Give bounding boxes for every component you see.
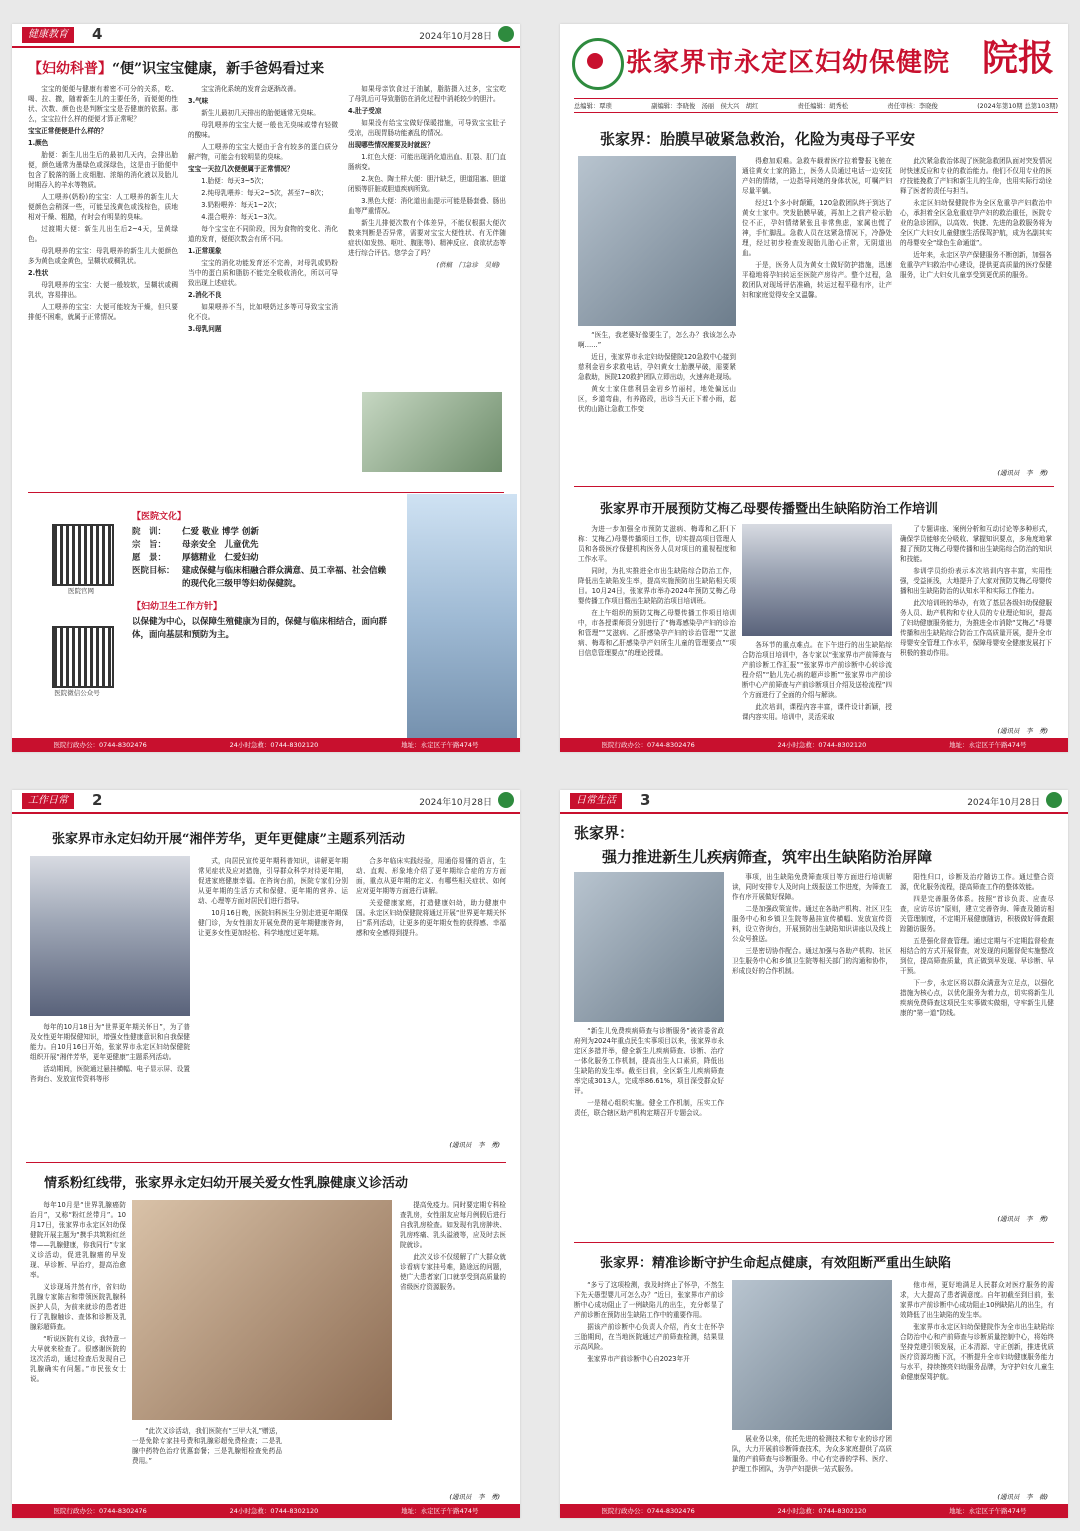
- article-column-3: 合多年临床实践经验，用通俗易懂的语言，生动、直观、形象地介绍了更年期综合症的方方面面，重点从更年期的定义、有哪些相关症状、如何应对更年期等方面进行讲解。 关爱健康家庭，打造健康妇幼，助力健康中国。永定区妇幼保健院将通过开展“世界更年期关怀日”系列活动，让更多的更年期女性的获得感、幸福感和安全感得到提升。: [356, 857, 506, 937]
- author-credit: (通讯员 李 勇): [449, 1493, 500, 1501]
- author-credit: (供稿 门急诊 吴娟): [436, 261, 500, 269]
- diagnosis-consultation-photo: [732, 1280, 892, 1430]
- section-label: 工作日常: [22, 793, 74, 809]
- newborn-screening-photo: [574, 872, 724, 1022]
- page-number: 3: [640, 791, 651, 809]
- article-column-2: 展业务以来，依托先进的检测技术和专业的诊疗团队，大力开展前诊断筛查技术，为众多家庭提供了高质量的产前筛查与诊断服务。中心有完善的学科、医疗、护理工作团队，为孕产妇提供一站式服务。: [732, 1435, 892, 1473]
- hospital-emblem-icon: [572, 38, 624, 90]
- section-divider: [574, 1242, 1054, 1243]
- article-column-1: “多亏了这项检测，我及时终止了怀孕，不然生下先天愚型婴儿可怎么办？”近日，张家界市产前诊断中心成功阻止了一例缺陷儿的出生，充分彰显了产前诊断在预防出生缺陷工作中的重要作用。 据该产前诊断中心负责人介绍，肖女士在怀孕三胎期间，在当地医院通过产前筛查检测，结果显示高风险。 张家界市产前诊断中心自2023年开: [574, 1281, 724, 1363]
- qr-caption-wechat: 医院微信公众号: [54, 689, 100, 697]
- baby-poop-illustration: [362, 392, 502, 472]
- hospital-culture-box: [132, 511, 392, 642]
- article-title: 张家界市开展预防艾梅乙母婴传播暨出生缺陷防治工作培训: [600, 502, 939, 517]
- page-header: [12, 790, 520, 814]
- article-column-3: 阳性归口，诊断及治疗随访工作。通过整合资源，优化服务流程，提高筛查工作的整体效能。 四是完善服务体系。按照“首诊负责、应查尽查，应访尽访”原则，建立完善咨询、筛查及随访相关管理制度，不定期开展健康随访，积极做好筛查跟踪随访服务。 五是强化督查管理。通过定期与不定期监督检查相结合的方式开展督查，对发现的问题督促实施整改到位，提高筛查质量，真正做到早发现、早诊断、早干预。 下一步，永定区将以群众满意为立足点，以强化措施为核心点，以优化服务为着力点，切实将新生儿疾病免费筛查这项民生实事做实做细，守牢新生儿健康的“第一道”防线。: [900, 873, 1054, 1017]
- article-title: 张家界：胎膜早破紧急救治，化险为夷母子平安: [600, 130, 916, 148]
- article-column-3: 如果母亲饮食过于油腻，脂肪摄入过多，宝宝吃了母乳后可导致脂肪在消化过程中消耗较少的胆汁。 4.肚子受凉 如果没有给宝宝做好保暖措施，可导致宝宝肚子受凉，出现胃肠功能紊乱的情况。 出现哪些情况需要及时就医？ 1.红色大便：可能出现消化道出血、肛裂、肛门直肠病变。 2.灰色、陶土样大便：胆汁缺乏，胆道阻塞、胆道闭锁等肝脏或胆道疾病所致。 3.黑色大便：消化道出血提示可能是肠套叠、肠出血等严重情况。 新生儿排便次数有个体差异，不能仅根据大便次数来判断是否异常，需要对宝宝大便性状、有无伴随症状(如发热、呕吐、腹胀等)、精神反应、食欲状态等进行综合评估。您学会了吗？ (供稿 门急诊 吴娟): [348, 85, 506, 269]
- article-column-1: 为进一步加强全市预防艾滋病、梅毒和乙肝(下称：艾梅乙)母婴传播项目工作，切实提高项目管理人员和各级医疗保健机构医务人员对项目的重视程度和工作水平。 同时，为扎实推进全市出生缺陷综合防治工作，降低出生缺陷发生率，提高实施预防出生缺陷相关项目。10月24日，张家界市举办2024年预防艾梅乙母婴传播工作项目暨出生缺陷防治项目培训班。 在上午组织的预防艾梅乙母婴传播工作项目培训中，市各授课师资分别进行了“梅毒感染孕产妇的诊治和管理”“艾滋病、乙肝感染孕产妇的诊治管理”“艾滋病、梅毒和乙肝感染孕产妇所生儿童的管理要点”“项目信息管理要点”的理论授课。: [578, 525, 736, 657]
- article-column-2: 各环节的重点难点。在下午进行的出生缺陷综合防治项目培训中，各专家以“张家界市产前筛查与产前诊断工作汇报”“张家界市产前诊断中心转诊流程介绍”“胎儿先心病的超声诊断”“张家界市产前诊断中心产前筛查与产前诊断项目介绍及送检流程”四个方面进行了全面的介绍与解读。 此次培训，课程内容丰富，课件设计新颖，授课内容实用。培训中，灵活采取: [742, 641, 892, 721]
- article-title: 张家界市永定妇幼开展“湘伴芳华，更年更健康”主题系列活动: [52, 832, 405, 847]
- section-label: 日常生活: [570, 793, 622, 809]
- article-title-line-2: 强力推进新生儿疾病筛查，筑牢出生缺陷防治屏障: [602, 848, 933, 866]
- page-footer: 医院行政办公：0744-8302476 24小时急救：0744-8302120 地址：永定区子午路474号: [560, 1504, 1068, 1518]
- article-title-line-1: 张家界：: [574, 824, 635, 842]
- article-column-2: 宝宝消化系统的发育会逐渐改善。 3.气味 新生儿最初几天排出的胎便通常无臭味。 母乳喂养的宝宝大便一般也无臭味或带有轻微的酸味。 人工喂养的宝宝大便由于含有较多的蛋白质分解产物，可能会有较明显的臭味。 宝宝一天拉几次便便属于正常情况？ 1.胎便：每天3~5次； 2.纯母乳喂养：每天2~5次，甚至7~8次； 3.奶粉喂养：每天1~2次； 4.混合喂养：每天1~3次。 每个宝宝在不同阶段，因为食物的变化、消化道的发育，便便次数会有所不同。 1.正常现象 宝宝的消化功能发育还不完善，对母乳或奶粉当中的蛋白质和脂肪不能完全吸收消化，所以可导致出现上述症状。 2.消化不良 如果喂养不当，比如喂奶过多等可导致宝宝消化不良。 3.母乳问题: [188, 85, 338, 333]
- culture-row: 医院目标： 建成保健与临床相融合群众满意、员工幸福、社会信赖的现代化三级甲等妇幼保健院。: [132, 566, 387, 589]
- page-header: [560, 790, 1068, 814]
- article-column-2: 式，向居民宣传更年期科普知识，讲解更年期常见症状及应对措施，引导群众科学对待更年期，促进家庭健康幸福。在咨询台前，医院专家们分别从更年期的生活方式和保健、更年期的营养、运动、心理等方面对居民们进行指导。 10月16日晚，医院妇科医生分别走进更年期保健门诊，为女性朋友开展免费的更年期健康咨询，让更多女性更加轻松、科学地度过更年期。: [198, 857, 348, 937]
- newspaper-page-3: [560, 790, 1068, 1518]
- ambulance-photo: [578, 156, 736, 326]
- training-hall-photo: [742, 524, 892, 636]
- qr-code-wechat[interactable]: [52, 626, 114, 688]
- section-divider: [574, 486, 1054, 487]
- article-title: [28, 58, 324, 78]
- page-footer: 医院行政办公：0744-8302476 24小时急救：0744-8302120 地址：永定区子午路474号: [560, 738, 1068, 752]
- article-column-3: 了专题讲座、案例分析和互动讨论等多种形式，确保学员能够充分吸收、掌握知识要点，多角度地掌握了预防艾梅乙母婴传播和出生缺陷综合防治的知识和技能。 参训学员纷纷表示本次培训内容丰富，实用性强，受益匪浅，大地提升了大家对预防艾梅乙母婴传播和出生缺陷防治的认知水平和实际工作能力。 此次培训班的举办，有效了基层各级妇幼保健服务人员、助产机构和专业人员的专业理论知识，提高了妇幼健康服务能力，为推进全市消除“艾梅乙”母婴传播和出生缺陷综合防治工作高质量开展，提升全市母婴安全管理工作水平，保障母婴安全健康发展打下积极的推动作用。: [900, 525, 1052, 657]
- hospital-building-photo: [407, 494, 517, 742]
- hospital-logo-icon: [498, 26, 514, 42]
- title-tag: 【妇幼科普】: [28, 61, 112, 77]
- hospital-logo-icon: [1046, 792, 1062, 808]
- title-text: “便”识宝宝健康，新手爸妈看过来: [112, 61, 325, 77]
- qr-code-website[interactable]: [52, 524, 114, 586]
- culture-row: 院 训： 仁爱 敬业 博学 创新: [132, 527, 259, 537]
- newspaper-page-4: [12, 24, 520, 752]
- article-column-1: 宝宝的便便与健康有着密不可分的关系，吃、喝、拉、撒，随着新生儿的主要任务，而便便的性状、次数、颜色也是判断宝宝是否健康的依据。那么，宝宝拉什么样的便便才算正常呢？ 宝宝正常便便是什么样的？ 1.颜色 胎便：新生儿出生后的最初几天内，会排出胎便，颜色通常为墨绿色或深绿色，这是由于胎便中包含了脱落的肠上皮细胞、浓缩的消化液以及胎儿时期吞入的羊水等物质。 人工喂养(奶粉)的宝宝：人工喂养的新生儿大便颜色会稍深一些，可能呈浅黄色或浅棕色，质地相对干燥、粗糙，有时会有明显的臭味。 过渡期大便：新生儿出生后2~4天，呈黄绿色。 母乳喂养的宝宝：母乳喂养的新生儿大便颜色多为黄色或金黄色，呈糊状或稠乳状。 2.性状 母乳喂养的宝宝：大便一般较软，呈糊状或稠乳状，容易排出。 人工喂养的宝宝：大便可能较为干燥，但只要排便不困难，就属于正常情况。: [28, 85, 178, 321]
- section-divider: [28, 492, 504, 493]
- article-column-3: 他市州，更好地满足人民群众对医疗服务的需求，大大提高了患者满意度。自年初截至到目前，张家界市产前诊断中心成功阻止10例缺陷儿的出生，有效降低了出生缺陷的发生率。 张家界市永定区妇幼保健院作为全市出生缺陷综合防治中心和产前筛查与诊断质量控制中心，将始终坚持党建引领发展，正本清源、守正创新，推进优质医疗资源均衡下沉，不断提升全市妇幼健康服务能力与水平，持续擦亮妇幼服务品牌，为守护妇女儿童生命健康保驾护航。: [900, 1281, 1054, 1381]
- author-credit: (通讯员 李 勇): [997, 469, 1048, 477]
- newspaper-page-2: [12, 790, 520, 1518]
- article-column-2: 得愈加艰难。急救车载着医疗拉着警报飞驰在通往黄女士家的路上，医务人员通过电话一边安抚产妇的情绪，一边指导问她的身体状况，叮嘱产妇尽量平躺。 经过1个多小时颠簸，120急救团队终于到达了黄女士家中。突发胎膜早破，再加上之前产检示胎位不正，孕妇情绪紧张且非常焦虑，家属也慌了神，手忙脚乱。急救人员在这紧急情况下，冷静处理，经过初步检查发现胎儿胎心正常，无阴道出血。 于是，医务人员为黄女士做好防护措施，迅速平稳地将孕妇转运至医院产房待产。整个过程，急救团队对现场评估准确，转运过程平稳有序，让产妇和家庭觉得安全又温馨。: [742, 157, 892, 299]
- page-footer: 医院行政办公：0744-8302476 24小时急救：0744-8302120 地址：永定区子午路474号: [12, 738, 520, 752]
- article-title: 张家界：精准诊断守护生命起点健康，有效阻断严重出生缺陷: [600, 1256, 952, 1271]
- author-credit: (通讯员 李 勇): [449, 1141, 500, 1149]
- culture-row: 宗 旨： 母亲安全 儿童优先: [132, 540, 259, 550]
- article-column-3: 此次紧急救治体现了医院急救团队面对突发情况时快速反应和专业的救治能力。他们不仅用专业的医疗技能挽救了产妇和新生儿的生命，也用实际行动诠释了医者的责任与担当。 永定区妇幼保健院作为全区危重孕产妇救治中心，承担着全区急危重症孕产妇的救治重任，医院专业的急诊团队，以高效、快捷、先进的急救服务将为全区广大妇女儿童健康生活保驾护航，成为名副其实的母婴安全“绿色生命通道”。 近年来，永定区孕产保健服务不断创新，加强各危重孕产妇救治中心建设，提供更高质量的医疗保健服务，让广大妇女儿童享受到更优质的服务。: [900, 157, 1052, 279]
- masthead: [560, 24, 1068, 110]
- hospital-logo-icon: [498, 792, 514, 808]
- article-column-3: 提高免疫力。同时要定期专科检查乳房，女性朋友应每月例假后进行自我乳房检查。如发现有乳房肿块、乳房疼痛、乳头溢液等，应及时去医院就诊。 此次义诊不仅缓解了广大群众就诊看病专家挂号难，路途远的问题，使广大患者家门口就享受到高质量的省级医疗资源服务。: [400, 1201, 506, 1291]
- page-number: 4: [92, 25, 103, 43]
- newspaper-page-1: [560, 24, 1068, 752]
- page-footer: 医院行政办公：0744-8302476 24小时急救：0744-8302120 地址：永定区子午路474号: [12, 1504, 520, 1518]
- article-column-1: “新生儿免费疾病筛查与诊断服务”被省委省政府列为2024年重点民生实事项目以来，张家界市永定区多措并举，健全新生儿疾病筛查、诊断、治疗一体化服务工作机制，提高出生人口素质，降低出生缺陷的发生率。截至目前，全区新生儿疾病筛查率完成3013人，完成率86.61%，项目深受群众好评。 一是精心组织实施。健全工作机制，压实工作责任，联合辖区助产机构定期召开专题会议。: [574, 1027, 724, 1117]
- policy-text: 以保健为中心，以保障生殖健康为目的，保健与临床相结合，面向群体，面向基层和预防为主。: [132, 617, 388, 640]
- author-credit: (通讯员 李 勇): [997, 1215, 1048, 1223]
- article-column-1: 每年的10月18日为“世界更年期关怀日”，为了普及女性更年期保健知识，增强女性健康意识和自我保健能力。自10月16日开始，张家界市永定区妇幼保健院组织开展“湘伴芳华，更年更健康”主题系列活动。 活动期间，医院通过悬挂横幅、电子显示屏、设置咨询台、发放宣传资料等形: [30, 1023, 190, 1083]
- author-credit: (通讯员 李 勇): [997, 727, 1048, 735]
- lecture-hall-photo: [30, 856, 190, 1016]
- issue-date: 2024年10月28日: [419, 32, 492, 42]
- page-number: 2: [92, 791, 103, 809]
- author-credit: (通讯员 李 薇): [997, 1493, 1048, 1501]
- culture-title: 【医院文化】: [132, 512, 187, 522]
- qr-caption-website: 医院官网: [68, 587, 94, 595]
- issue-date: 2024年10月28日: [419, 798, 492, 808]
- editorial-meta: 总编辑：覃琐 副编辑：李晓俊 汤丽 侯大兴 胡红 责任编辑：胡秀松 责任审核：李晓俊 (2024年第10期 总第103期): [574, 98, 1058, 113]
- article-column-2: 事项，出生缺陷免费筛查项目等方面进行培训解读，同时安排专人及时向上级报送工作进度，为筛查工作有序开展做好保障。 二是加强政策宣传。通过在各助产机构、社区卫生服务中心和乡镇卫生院等悬挂宣传横幅、发放宣传资料，设立咨询台，开展预防出生缺陷知识讲座以及线上公众号推送。 三是密切协作配合。通过加强与各助产机构、社区卫生服务中心和乡镇卫生院等相关部门的沟通和协作，形成良好的合作机制。: [732, 873, 892, 975]
- article-column-1: “医生，我老婆好像要生了，怎么办？我该怎么办啊……” 近日，张家界市永定妇幼保健院120急救中心接到慈利金岩乡求救电话，孕妇黄女士胎膜早破，需要紧急救助，医院120救护团队立即出动，火速奔赴现场。 黄女士家住慈利县金岩乡竹丽村，地处偏远山区，乡道弯曲，有养路段，出诊当天正下着小雨，起伏的山路让急救工作变: [578, 331, 736, 413]
- policy-title: 【妇幼卫生工作方针】: [132, 602, 223, 612]
- masthead-tag: 院报: [981, 37, 1054, 79]
- masthead-name: 张家界市永定区妇幼保健院: [626, 48, 951, 78]
- section-divider: [26, 1162, 506, 1163]
- culture-row: 愿 景： 厚德精业 仁爱妇幼: [132, 553, 259, 563]
- article-column-2: “此次义诊活动，我们医院有“三甲大礼”赠送，一是免除专家挂号费和乳腺彩超免费检查；二是乳腺中药特色治疗优惠套餐；三是乳腺钼检查免药品费用。”: [132, 1427, 282, 1465]
- page-header: [12, 24, 520, 48]
- article-column-1: 每年10月是“世界乳腺癌防治月”，又称“粉红丝带月”。10月17日，张家界市永定区妇幼保健院开展主题为“携手共筑粉红丝带——乳腺健康，你我同行”专家义诊活动，促进乳腺癌的早发现、早诊断、早治疗，提高治愈率。 义诊现场井然有序，省妇幼乳腺专家陈吉和带领医院乳腺科医护人员，为前来就诊的患者进行了乳腺触诊、查体和诊断及乳腺彩超筛查。 “听说医院有义诊，我特意一大早就来检查了。很感谢医院的这次活动，通过检查后发现自己乳腺确实有问题。”市民张女士说。: [30, 1201, 126, 1383]
- issue-date: 2024年10月28日: [967, 798, 1040, 808]
- section-label: 健康教育: [22, 27, 74, 43]
- article-title: 情系粉红线带，张家界永定妇幼开展关爱女性乳腺健康义诊活动: [44, 1176, 409, 1191]
- breast-clinic-photo: [132, 1200, 392, 1420]
